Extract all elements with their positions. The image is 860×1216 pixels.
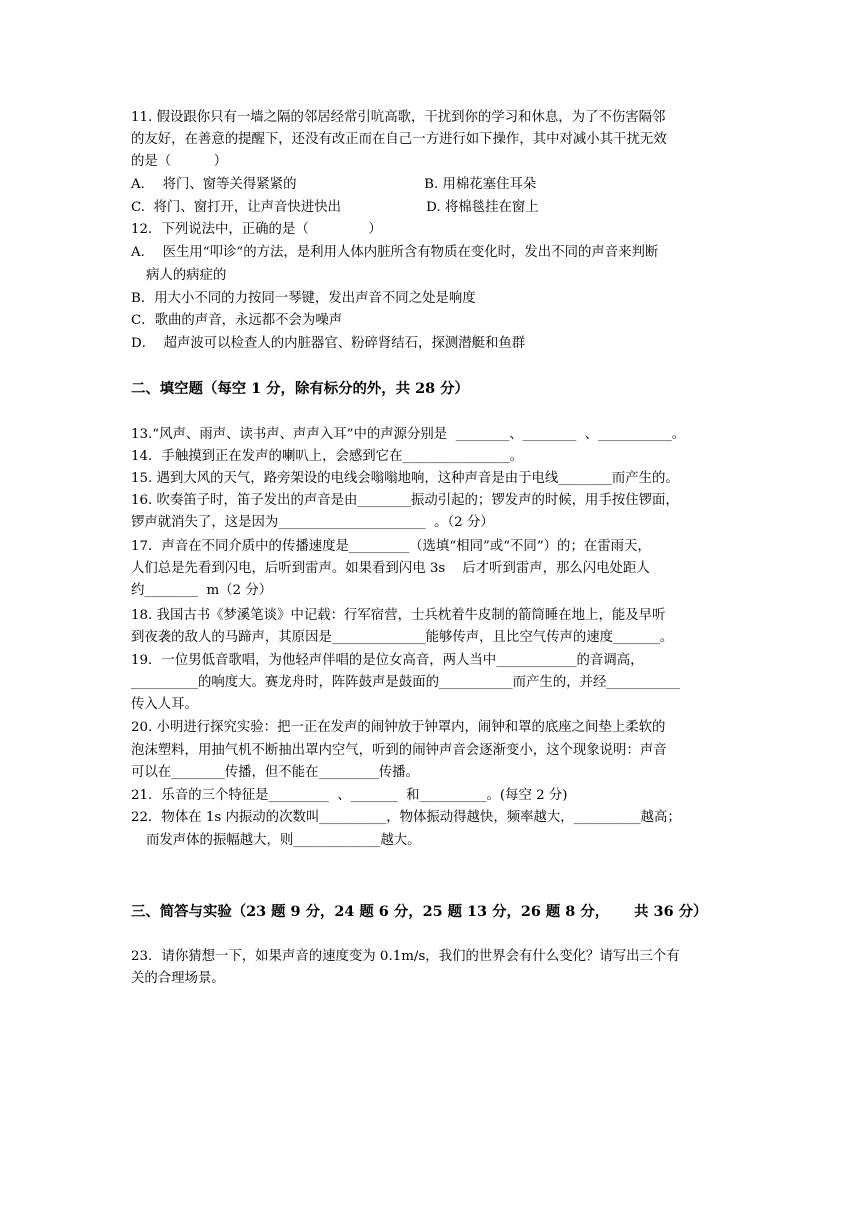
q14: 14．手触摸到正在发声的喇叭上，会感到它在________________。: [131, 449, 523, 464]
q12-option-b: B．用大小不同的力按同一琴键，发出声音不同之处是响度: [131, 291, 476, 306]
q18-line-1: 18. 我国古书《梦溪笔谈》中记载：行军宿营，士兵枕着牛皮制的箭筒睡在地上，能及早听: [131, 608, 666, 623]
section-2-heading: 二、填空题（每空 1 分，除有标分的外，共 28 分）: [131, 380, 469, 397]
q20-line-3: 可以在________传播，但不能在_________传播。: [131, 765, 419, 780]
q16-line-1: 16. 吹奏笛子时，笛子发出的声音是由________振动引起的；锣发声的时候，用手按住锣面，: [131, 493, 679, 508]
q22-line-2: 而发声体的振幅越大，则_____________越大。: [146, 833, 421, 848]
q19-line-1: 19．一位男低音歌唱，为他轻声伴唱的是位女高音，两人当中____________的音调高，: [131, 653, 644, 668]
q19-line-3: 传入人耳。: [131, 697, 198, 712]
q23-line-2: 关的合理场景。: [131, 971, 225, 986]
q21: 21．乐音的三个特征是_________ 、_______ 和__________。(每空 2 分): [131, 788, 568, 803]
q11-options-cd: C. 将门、窗打开，让声音快进快出 D. 将棉毯挂在窗上: [131, 200, 539, 215]
q15: 15. 遇到大风的天气，路旁架设的电线会嗡嗡地响，这种声音是由于电线________而产生的。: [131, 471, 679, 486]
q17-line-1: 17．声音在不同介质中的传播速度是_________（选填“相同”或“不同”）的；在雷雨天，: [131, 539, 651, 554]
q18-line-2: 到夜袭的敌人的马蹄声，其原因是______________能够传声，且比空气传声的速度_______。: [131, 630, 674, 645]
q11-options-ab: A． 将门、窗等关得紧紧的 B. 用棉花塞住耳朵: [131, 177, 537, 192]
q11-line-2: 的友好，在善意的提醒下，还没有改正而在自己一方进行如下操作，其中对减小其干扰无效: [131, 132, 667, 147]
q11-line-3: 的是（ ）: [131, 154, 228, 169]
q17-line-3: 约________ m（2 分）: [131, 583, 273, 598]
q13: 13.“风声、雨声、读书声、声声入耳”中的声源分别是 ________、________ 、___________。: [131, 427, 686, 442]
q20-line-2: 泡沫塑料，用抽气机不断抽出罩内空气，听到的闹钟声音会逐渐变小，这个现象说明：声音: [131, 743, 667, 758]
q12-option-a: A． 医生用“叩诊”的方法，是利用人体内脏所含有物质在变化时，发出不同的声音来判断: [131, 245, 659, 260]
q12-option-a-cont: 病人的病症的: [146, 268, 227, 283]
section-3-heading: 三、简答与实验（23 题 9 分，24 题 6 分，25 题 13 分，26 题 8 分， 共 36 分）: [131, 903, 708, 920]
q16-line-2: 锣声就消失了，这是因为______________________ 。（2 分）: [131, 515, 494, 530]
q23-line-1: 23．请你猜想一下，如果声音的速度变为 0.1m/s，我们的世界会有什么变化？请写出三个有: [131, 949, 680, 964]
q17-line-2: 人们总是先看到闪电，后听到雷声。如果看到闪电 3s 后才听到雷声，那么闪电处距人: [131, 561, 650, 576]
q12-option-d: D． 超声波可以检查人的内脏器官、粉碎肾结石，探测潜艇和鱼群: [131, 336, 526, 351]
q20-line-1: 20. 小明进行探究实验：把一正在发声的闹钟放于钟罩内，闹钟和罩的底座之间垫上柔软的: [131, 720, 666, 735]
q11-line-1: 11. 假设跟你只有一墙之隔的邻居经常引吭高歌，干扰到你的学习和休息，为了不伤害隔邻: [131, 110, 666, 125]
q12-option-c: C．歌曲的声音，永远都不会为噪声: [131, 313, 343, 328]
q22-line-1: 22．物体在 1s 内振动的次数叫__________，物体振动得越快，频率越大，__________越高；: [131, 810, 681, 825]
q12-stem: 12．下列说法中，正确的是（ ）: [131, 222, 382, 237]
q19-line-2: __________的响度大。赛龙舟时，阵阵鼓声是鼓面的___________而产生的，并经___________: [131, 675, 681, 690]
